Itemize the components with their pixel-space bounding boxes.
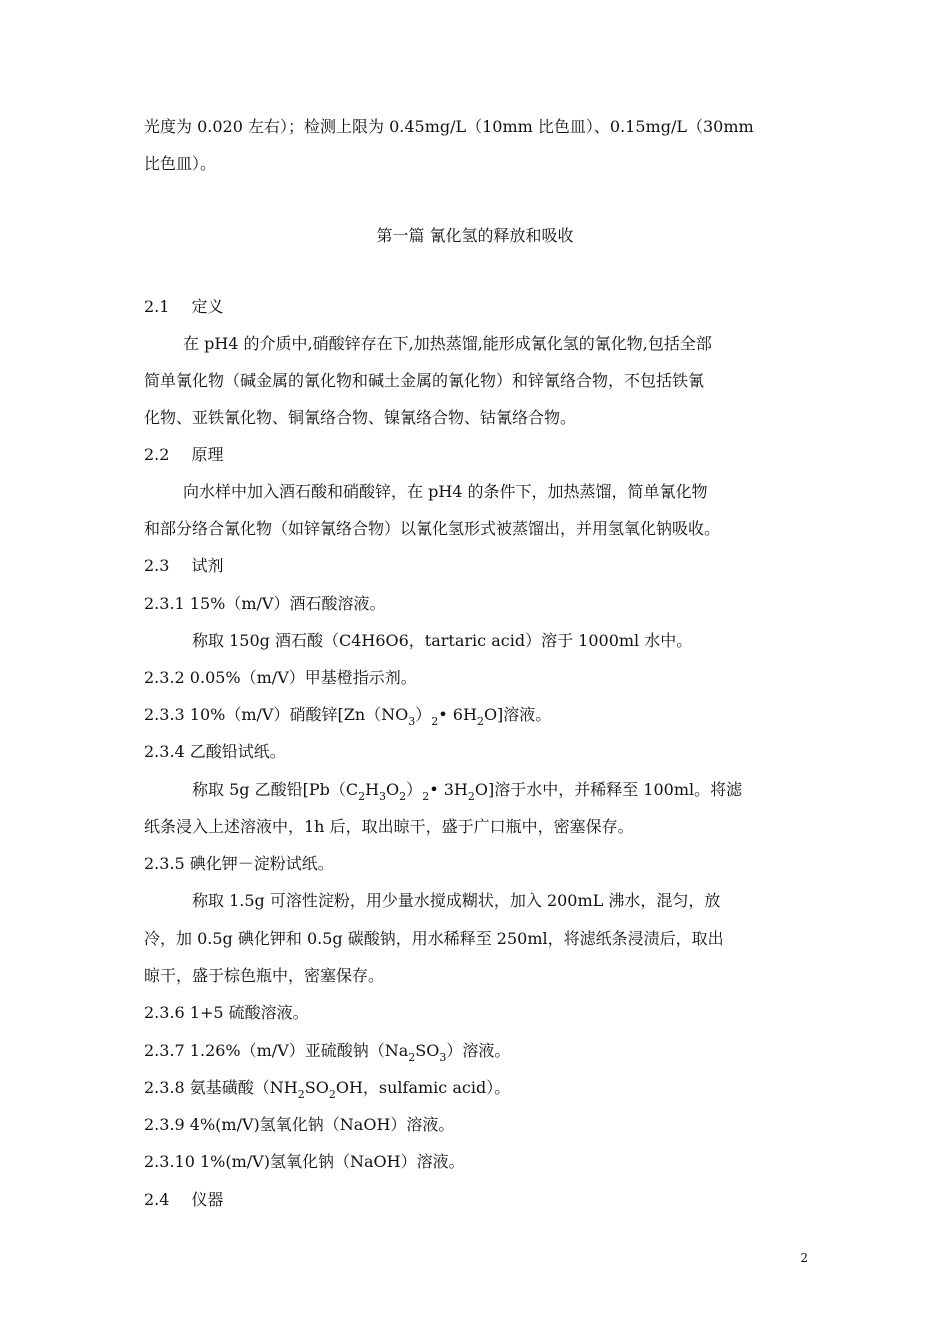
- heading-title: 仪器: [191, 1190, 224, 1209]
- text-run: ）溶液。: [446, 1041, 511, 1060]
- text-run: ）: [406, 780, 423, 799]
- text-run: • 3H: [429, 780, 468, 799]
- heading-title: 原理: [191, 445, 224, 464]
- text-run: • 6H: [438, 705, 477, 724]
- item-2-3-4: 2.3.4 乙酸铅试纸。: [144, 742, 286, 761]
- s22-para-line-1: 向水样中加入酒石酸和硝酸锌，在 pH4 的条件下，加热蒸馏，简单氰化物: [183, 482, 708, 501]
- heading-title: 定义: [191, 297, 224, 316]
- text-run: O]溶于水中，并稀释至 100ml。将滤: [474, 780, 743, 799]
- text-run: O: [386, 780, 400, 799]
- item-2-3-5: 2.3.5 碘化钾－淀粉试纸。: [144, 854, 334, 873]
- heading-2-1: [0, 296, 950, 318]
- item-2-3-4-desc-line-2: 纸条浸入上述溶液中，1h 后，取出晾干，盛于广口瓶中，密塞保存。: [144, 817, 634, 836]
- page-number: 2: [800, 1251, 808, 1265]
- item-2-3-2: 2.3.2 0.05%（m/V）甲基橙指示剂。: [144, 668, 417, 687]
- subscript: 2: [358, 790, 366, 803]
- s21-para-line-1: 在 pH4 的介质中,硝酸锌存在下,加热蒸馏,能形成氰化氢的氰化物,包括全部: [183, 334, 712, 353]
- subscript: 2: [408, 1051, 416, 1064]
- subscript: 3: [408, 715, 416, 728]
- subscript: 2: [328, 1088, 336, 1101]
- subscript: 3: [439, 1051, 447, 1064]
- heading-number: 2.1: [144, 297, 170, 316]
- item-2-3-4-desc-line-1: [0, 779, 950, 808]
- subscript: 3: [379, 790, 387, 803]
- item-2-3-1-desc: 称取 150g 酒石酸（C4H6O6，tartaric acid）溶于 1000ml 水中。: [192, 631, 693, 650]
- subscript: 2: [476, 715, 484, 728]
- item-2-3-3: [0, 704, 950, 733]
- intro-line-2: 比色皿）。: [144, 154, 217, 173]
- s21-para-line-3: 化物、亚铁氰化物、铜氰络合物、镍氰络合物、钴氰络合物。: [144, 408, 577, 427]
- heading-number: 2.2: [144, 445, 170, 464]
- heading-2-4: [0, 1189, 950, 1211]
- subscript: 2: [297, 1088, 305, 1101]
- item-2-3-6: 2.3.6 1+5 硫酸溶液。: [144, 1003, 309, 1022]
- item-2-3-10: 2.3.10 1%(m/V)氢氧化钠（NaOH）溶液。: [144, 1152, 465, 1171]
- item-2-3-5-desc-line-3: 晾干，盛于棕色瓶中，密塞保存。: [144, 966, 385, 985]
- item-2-3-5-desc-line-2: 冷，加 0.5g 碘化钾和 0.5g 碳酸钠，用水稀释至 250ml，将滤纸条浸渍后，取出: [144, 929, 724, 948]
- text-run: SO: [415, 1041, 440, 1060]
- intro-line-1: 光度为 0.020 左右）；检测上限为 0.45mg/L（10mm 比色皿）、0.15mg/L（30mm: [144, 117, 754, 136]
- text-run: 2.3.8 氨基磺酸（NH: [144, 1078, 298, 1097]
- subscript: 2: [467, 790, 475, 803]
- item-2-3-8: [0, 1077, 950, 1106]
- heading-number: 2.4: [144, 1190, 170, 1209]
- heading-number: 2.3: [144, 556, 170, 575]
- text-run: H: [365, 780, 380, 799]
- text-run: 2.3.7 1.26%（m/V）亚硫酸钠（Na: [144, 1041, 409, 1060]
- item-2-3-9: 2.3.9 4%(m/V)氢氧化钠（NaOH）溶液。: [144, 1115, 455, 1134]
- subscript: 2: [431, 715, 439, 728]
- subscript: 2: [422, 790, 430, 803]
- heading-title: 试剂: [191, 556, 224, 575]
- subscript: 2: [399, 790, 407, 803]
- text-run: 称取 5g 乙酸铅[Pb（C: [192, 780, 359, 799]
- s22-para-line-2: 和部分络合氰化物（如锌氰络合物）以氰化氢形式被蒸馏出，并用氢氧化钠吸收。: [144, 519, 721, 538]
- item-2-3-1: 2.3.1 15%（m/V）酒石酸溶液。: [144, 594, 386, 613]
- s21-para-line-2: 简单氰化物（碱金属的氰化物和碱土金属的氰化物）和锌氰络合物，不包括铁氰: [144, 371, 705, 390]
- text-run: 2.3.3 10%（m/V）硝酸锌[Zn（NO: [144, 705, 409, 724]
- item-2-3-7: [0, 1040, 950, 1069]
- heading-2-3: [0, 555, 950, 577]
- section-title: 第一篇 氰化氢的释放和吸收: [376, 226, 574, 245]
- item-2-3-5-desc-line-1: 称取 1.5g 可溶性淀粉，用少量水搅成糊状，加入 200mL 沸水，混匀，放: [192, 891, 721, 910]
- text-run: OH，sulfamic acid）。: [335, 1078, 511, 1097]
- text-run: O]溶液。: [483, 705, 552, 724]
- heading-2-2: [0, 444, 950, 466]
- text-run: SO: [304, 1078, 329, 1097]
- text-run: ）: [415, 705, 432, 724]
